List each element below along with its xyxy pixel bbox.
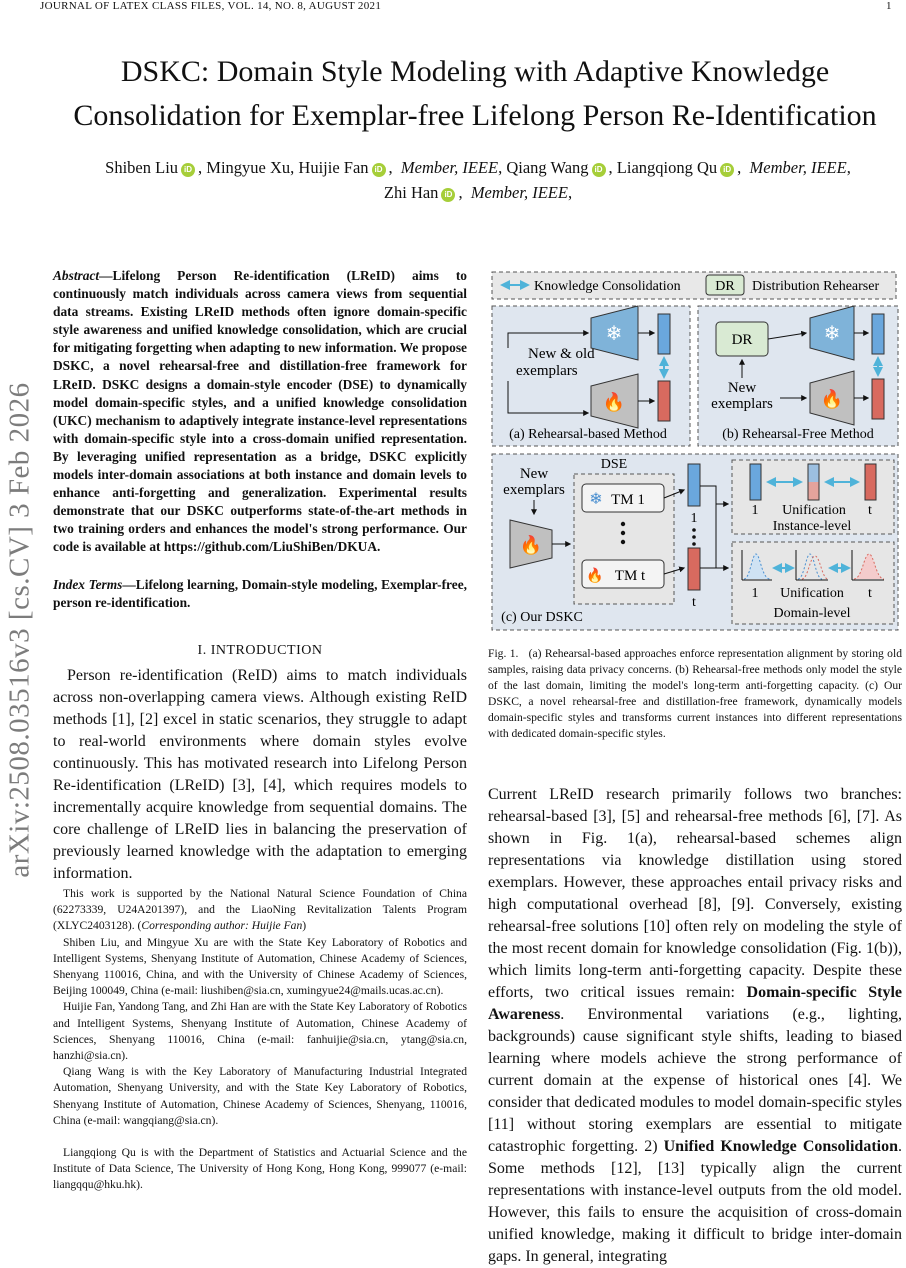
author-name: , Qiang Wang — [498, 158, 589, 177]
index-terms-label: Index Terms — [53, 577, 123, 592]
flame-icon: 🔥 — [820, 389, 844, 409]
author-name: Shiben Liu — [105, 158, 179, 177]
author-name: Zhi Han — [383, 183, 439, 202]
instance-level-label: Instance-level — [772, 519, 852, 534]
legend-kc: Knowledge Consolidation — [534, 279, 681, 294]
page-number: 1 — [886, 0, 892, 12]
panel-b-input2: exemplars — [711, 396, 773, 412]
author-membership: Member, IEEE — [400, 158, 499, 177]
dom-unification: Unification — [780, 586, 844, 601]
panel-c — [492, 454, 898, 630]
figure-caption — [488, 646, 902, 742]
caption-text: (a) Rehearsal-based approaches enforce representation alignment by storing old samples, raising data privacy concerns. (b) Rehearsal-free methods only model the style of the last domain, limiting the model's long-term anti-forgetting capacity. (c) Our DSKC, a novel rehearsal-free and distillation-free framework, dynamically models domain-specific styles and transforms current instances into different representations with dedicated domain-specific styles. — [488, 647, 902, 740]
feature-bar-old — [872, 314, 884, 354]
arxiv-stamp — [0, 330, 40, 930]
inst-index-1: 1 — [751, 503, 759, 518]
feature-bar-t — [688, 548, 700, 590]
figure-legend — [492, 272, 896, 299]
tmt-label: TM t — [614, 568, 646, 584]
affiliation-footnote: Liangqiong Qu is with the Department of Statistics and Actuarial Science and the Institute of Data Science, The University of Hong Kong, Hong Kong, 999077 (e-mail: liangqqu@hku.hk). — [53, 1146, 467, 1192]
orcid-icon[interactable]: iD — [441, 188, 455, 202]
funding-footnote: This work is supported by the National Natural Science Foundation of China (62273339, U24A201397), and the LiaoNing Revitalization Talents Program (XLYC2403128). (Corresponding author: Huijie Fan) — [53, 887, 467, 933]
domain-level-label: Domain-level — [773, 606, 851, 621]
panel-a-input2: exemplars — [516, 363, 578, 379]
right-column-paragraph: Current LReID research primarily follows two branches: rehearsal-based [3], [5] and rehearsal-free methods [6], [7]. As shown in Fig. 1(a), rehearsal-based schemes align representations via knowledge distillation using stored exemplars. However, these approaches entail privacy risks and high computational overhead [8], [9]. Conversely, existing rehearsal-free solutions [10] often rely on modeling the style of the most recent domain for knowledge consolidation (Fig. 1(b)), which limits long-term anti-forgetting capacity. Despite these efforts, two critical issues remain: Domain-specific Style Awareness. Environmental variations (e.g., lighting, backgrounds) cause significant style shifts, leading to biased learning where models achieve the strong performance of current domain at the expense of historical ones [4]. We consider that dedicated modules to model domain-specific styles [11] without storing exemplars are essential to mitigate catastrophic forgetting. 2) Unified Knowledge Consolidation. Some methods [12], [13] typically align the current representations with instance-level outputs from the old model. However, this fails to ensure the acquisition of cross-domain unified knowledge, making it difficult to bridge inter-domain gaps. In general, integrating — [488, 786, 902, 1265]
dse-label: DSE — [600, 457, 628, 472]
index-terms-text: —Lifelong learning, Domain-style modeling, Exemplar-free, person re-identification. — [53, 577, 467, 611]
flame-icon: 🔥 — [586, 569, 604, 584]
snowflake-icon: ❄ — [605, 323, 623, 345]
abstract — [53, 267, 467, 557]
author-list: Shiben Liu iD , Mingyue Xu, Huijie Fan iD , Member, IEEE, Qiang Wang iD , Liangqiong Qu iD , Member, IEEE, Zhi Han iD , Member, IEEE, — [105, 158, 851, 202]
panel-b — [698, 306, 898, 446]
flame-icon: 🔥 — [519, 535, 543, 555]
issue-1-title: Domain-specific Style Awareness — [488, 984, 902, 1023]
panel-c-input: New — [519, 466, 549, 482]
issue-2-title: Unified Knowledge Consolidation — [663, 1138, 898, 1155]
flame-icon: 🔥 — [602, 392, 626, 412]
author-name: , Mingyue Xu, Huijie Fan — [198, 158, 369, 177]
panel-c-label: (c) Our DSKC — [501, 610, 583, 625]
orcid-icon[interactable]: iD — [720, 163, 734, 177]
tm1-label: TM 1 — [611, 492, 645, 508]
paper-title: DSKC: Domain Style Modeling with Adaptive Knowledge Consolidation for Exemplar-free Lifelong Person Re-Identification — [73, 55, 877, 132]
dom-index-1: 1 — [751, 586, 759, 601]
panel-a-input: New & old — [528, 346, 595, 362]
caption-label: Fig. 1. — [488, 647, 519, 660]
index-1: 1 — [690, 511, 698, 526]
legend-dr-box: DR — [715, 279, 735, 294]
index-t: t — [692, 595, 696, 610]
panel-b-dr: DR — [731, 332, 753, 348]
inst-index-t: t — [868, 503, 872, 518]
footnotes — [53, 886, 467, 1194]
author-name: , Liangqiong Qu — [608, 158, 718, 177]
feature-bar-1 — [688, 464, 700, 506]
abstract-label: Abstract — [53, 268, 100, 283]
orcid-icon[interactable]: iD — [592, 163, 606, 177]
inst-unification: Unification — [782, 503, 846, 518]
arxiv-stamp-text: arXiv:2508.03516v3 [cs.CV] 3 Feb 2026 — [3, 382, 36, 878]
panel-b-label: (b) Rehearsal-Free Method — [722, 427, 874, 442]
affiliation-footnote: Qiang Wang is with the Key Laboratory of Manufacturing Industrial Integrated Automation, Shenyang University, and with the State Key Laboratory of Robotics, Shenyang Institute of Automation, Chinese Academy of Sciences, Shenyang, 110016, China (e-mail: wangqiang@sia.cn). — [53, 1065, 467, 1127]
legend-dr: Distribution Rehearser — [752, 279, 880, 294]
feature-bar-old — [658, 314, 670, 354]
panel-b-input: New — [727, 380, 757, 396]
snowflake-icon: ❄ — [589, 491, 603, 508]
dom-index-t: t — [868, 586, 872, 601]
author-membership: Member, IEEE — [749, 158, 847, 177]
abstract-text: —Lifelong Person Re-identification (LReID) aims to continuously match individuals across camera views from sequential data streams. Existing LReID methods often ignore domain-specific style awareness and unified knowledge consolidation, which are crucial for mitigating forgetting when adapting to new information. We propose DSKC, a novel rehearsal-free and distillation-free framework for LReID. DSKC designs a domain-style encoder (DSE) to dynamically model domain-specific styles, and a unified knowledge consolidation (UKC) mechanism to adaptively integrate instance-level representations with domain-specific style into a cross-domain unified representation. By leveraging unified representation as a bridge, DSKC explicitly models inter-domain associations at both instance and domain levels to enhance anti-forgetting and generalization. Experimental results demonstrate that our DSKC outperforms state-of-the-art methods in two training orders and enhances the model's strong performance. Our code is available at https://github.com/LiuShiBen/DKUA. — [53, 268, 467, 555]
journal-header: JOURNAL OF LATEX CLASS FILES, VOL. 14, NO. 8, AUGUST 2021 — [40, 0, 382, 12]
panel-a — [492, 306, 690, 446]
intro-paragraph: Person re-identification (ReID) aims to match individuals across non-overlapping camera views. Although existing ReID methods [1], [2] excel in static scenarios, they struggle to adapt to real-world environments where domain styles evolve continuously. This has motivated research into Lifelong Person Re-identification (LReID) [3], [4], which requires models to incrementally acquire knowledge from sequential domains. The core challenge of LReID lies in balancing the preservation of previously learned knowledge with the adaptation to emerging information. — [53, 667, 467, 882]
orcid-icon[interactable]: iD — [372, 163, 386, 177]
feature-bar-new — [658, 381, 670, 421]
snowflake-icon: ❄ — [823, 323, 841, 345]
feature-bar-new — [872, 379, 884, 419]
panel-a-label: (a) Rehearsal-based Method — [509, 427, 667, 442]
index-terms — [53, 576, 467, 612]
affiliation-footnote: Huijie Fan, Yandong Tang, and Zhi Han are with the State Key Laboratory of Robotics and Intelligent Systems, Shenyang Institute of Automation, Chinese Academy of Sciences, Shenyang 110016, China (e-mail: fanhuijie@sia.cn, ytang@sia.cn, hanzhi@sia.cn). — [53, 1000, 467, 1063]
figure-1 — [488, 268, 902, 636]
orcid-icon[interactable]: iD — [181, 163, 195, 177]
section-heading: I. INTRODUCTION — [197, 643, 323, 658]
author-membership: Member, IEEE — [470, 183, 568, 202]
affiliation-footnote: Shiben Liu, and Mingyue Xu are with the State Key Laboratory of Robotics and Intelligent Systems, Shenyang Institute of Automation, Chinese Academy of Sciences, Shenyang 110016, China, and with the University of Chinese Academy of Sciences, Beijing 100049, China (e-mail: liushiben@sia.cn, xumingyue24@mails.ucas.ac.cn). — [53, 935, 467, 998]
panel-c-input2: exemplars — [503, 482, 565, 498]
